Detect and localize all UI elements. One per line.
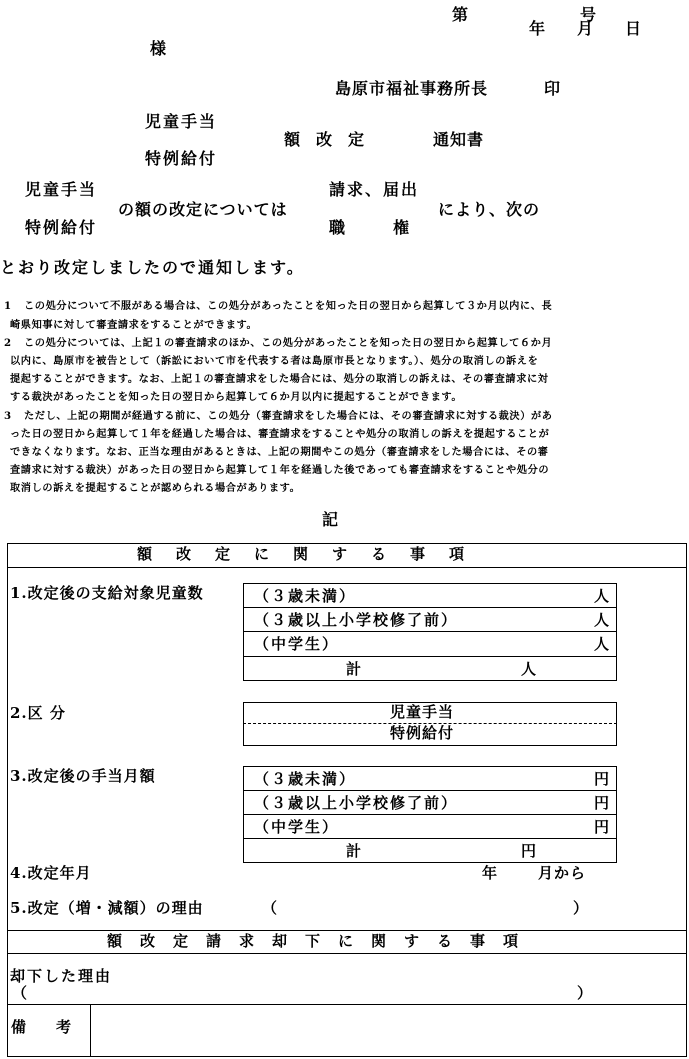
reason-option-request: 請求、届出 — [329, 180, 420, 199]
ki-mark: 記 — [322, 510, 339, 529]
item5-label: 5.改定（増・減額）の理由 — [10, 899, 204, 917]
seal-mark: 印 — [544, 79, 561, 98]
item3-row-junior-high: （中学生） — [254, 818, 340, 836]
section1-header: 額改定に関する事項 — [137, 545, 489, 563]
item1-row-junior-high: （中学生） — [254, 635, 340, 653]
item4-month-from: 月から — [538, 864, 587, 882]
notice-3-number: 3 — [4, 410, 12, 422]
item1-row-divider-1 — [243, 607, 617, 608]
body-option-tokurei-kyufu: 特例給付 — [25, 218, 98, 237]
section2-header: 額改定請求却下に関する事項 — [107, 932, 537, 950]
notice-1-line-2: 崎県知事に対して審査請求をすることができます。 — [10, 319, 258, 331]
item2-option-tokurei-kyufu: 特例給付 — [390, 724, 455, 742]
body-after-text: により、次の — [438, 200, 541, 219]
item4-label: 4.改定年月 — [10, 864, 92, 882]
item3-row-under3-unit: 円 — [594, 770, 610, 788]
body-line2: とおり改定しましたので通知します。 — [0, 258, 305, 277]
item3-label: 3.改定後の手当月額 — [10, 767, 156, 785]
item5-open-paren: （ — [262, 899, 278, 917]
reason-option-ex-officio: 職 権 — [329, 218, 410, 237]
item3-total-unit: 円 — [521, 842, 537, 860]
title-notice: 通知書 — [433, 130, 485, 149]
body-middle-text: の額の改定については — [118, 200, 288, 219]
notice-3-line-4: 査請求に対する裁決）があった日の翌日から起算して１年を経過した後であっても審査請求をすることや処分の — [10, 464, 550, 476]
section1-header-divider — [7, 567, 687, 568]
item1-total-unit: 人 — [521, 660, 537, 678]
item2-label: 2.区 分 — [10, 704, 66, 722]
section2-header-divider — [7, 953, 687, 954]
notice-3-line-5: 取消しの訴えを提起することが認められる場合があります。 — [10, 482, 301, 494]
section2-reason-label: 却下した理由 — [10, 967, 113, 985]
notice-2-number: 2 — [4, 337, 12, 349]
item3-row-divider-3 — [243, 838, 617, 839]
section2-open-paren: （ — [12, 984, 28, 1002]
item3-row-elementary-unit: 円 — [594, 794, 610, 812]
item1-row-divider-2 — [243, 631, 617, 632]
body-option-jido-teate: 児童手当 — [25, 180, 98, 199]
item1-label: 1.改定後の支給対象児童数 — [10, 584, 204, 602]
title-option-jido-teate: 児童手当 — [145, 112, 218, 131]
notice-2-line-3: 提起することができます。なお、上記１の審査請求をした場合には、処分の取消しの訴えは、その審査請求に対 — [10, 373, 549, 385]
notice-3-line-1: ただし、上記の期間が経過する前に、この処分（審査請求をした場合には、その審査請求に対する裁決）があ — [24, 410, 553, 422]
item3-row-divider-2 — [243, 814, 617, 815]
item1-row-junior-high-unit: 人 — [594, 635, 610, 653]
notice-1-number: 1 — [4, 300, 12, 312]
item3-row-junior-high-unit: 円 — [594, 818, 610, 836]
title-middle: 額 改 定 — [284, 130, 365, 149]
addressee: 様 — [150, 39, 167, 58]
issue-date: 年 月 日 — [529, 19, 642, 38]
item5-close-paren: ） — [573, 899, 589, 917]
item4-year: 年 — [482, 864, 498, 882]
item1-row-under3-unit: 人 — [594, 587, 610, 605]
remarks-divider — [90, 1004, 91, 1057]
item1-row-elementary: （３歳以上小学校修了前） — [254, 611, 459, 629]
item1-row-divider-3 — [243, 656, 617, 657]
title-option-tokurei-kyufu: 特例給付 — [145, 149, 218, 168]
notice-3-line-2: った日の翌日から起算して１年を経過した場合は、審査請求をすることや処分の取消しの訴えを提起することが — [10, 428, 550, 440]
item1-row-under3: （３歳未満） — [254, 587, 357, 605]
document-number: 第 号 — [452, 5, 597, 24]
notice-2-line-4: する裁決があったことを知った日の翌日から起算して６か月以内に提起することができます。 — [10, 391, 463, 403]
item1-row-elementary-unit: 人 — [594, 611, 610, 629]
section2-close-paren: ） — [577, 984, 593, 1002]
notice-2-line-2: 以内に、島原市を被告として（訴訟において市を代表する者は島原市長となります。）、処分の取消しの訴えを — [10, 355, 539, 367]
notice-1-line-1: この処分について不服がある場合は、この処分があったことを知った日の翌日から起算して３か月以内に、長 — [24, 300, 553, 312]
item2-option-jido-teate: 児童手当 — [390, 703, 455, 721]
item3-row-elementary: （３歳以上小学校修了前） — [254, 794, 459, 812]
section2-top-divider — [7, 930, 687, 931]
remarks-label: 備 考 — [11, 1018, 72, 1036]
item3-total-label: 計 — [346, 842, 362, 860]
notice-3-line-3: できなくなります。なお、正当な理由があるときは、上記の期間やこの処分（審査請求をした場合には、その審 — [10, 446, 549, 458]
item3-row-under3: （３歳未満） — [254, 770, 357, 788]
item1-total-label: 計 — [346, 660, 362, 678]
item3-row-divider-1 — [243, 790, 617, 791]
issuer: 島原市福祉事務所長 — [335, 79, 489, 98]
remarks-top-divider — [7, 1004, 687, 1005]
notice-2-line-1: この処分については、上記１の審査請求のほか、この処分があったことを知った日の翌日から起算して６か月 — [24, 337, 553, 349]
